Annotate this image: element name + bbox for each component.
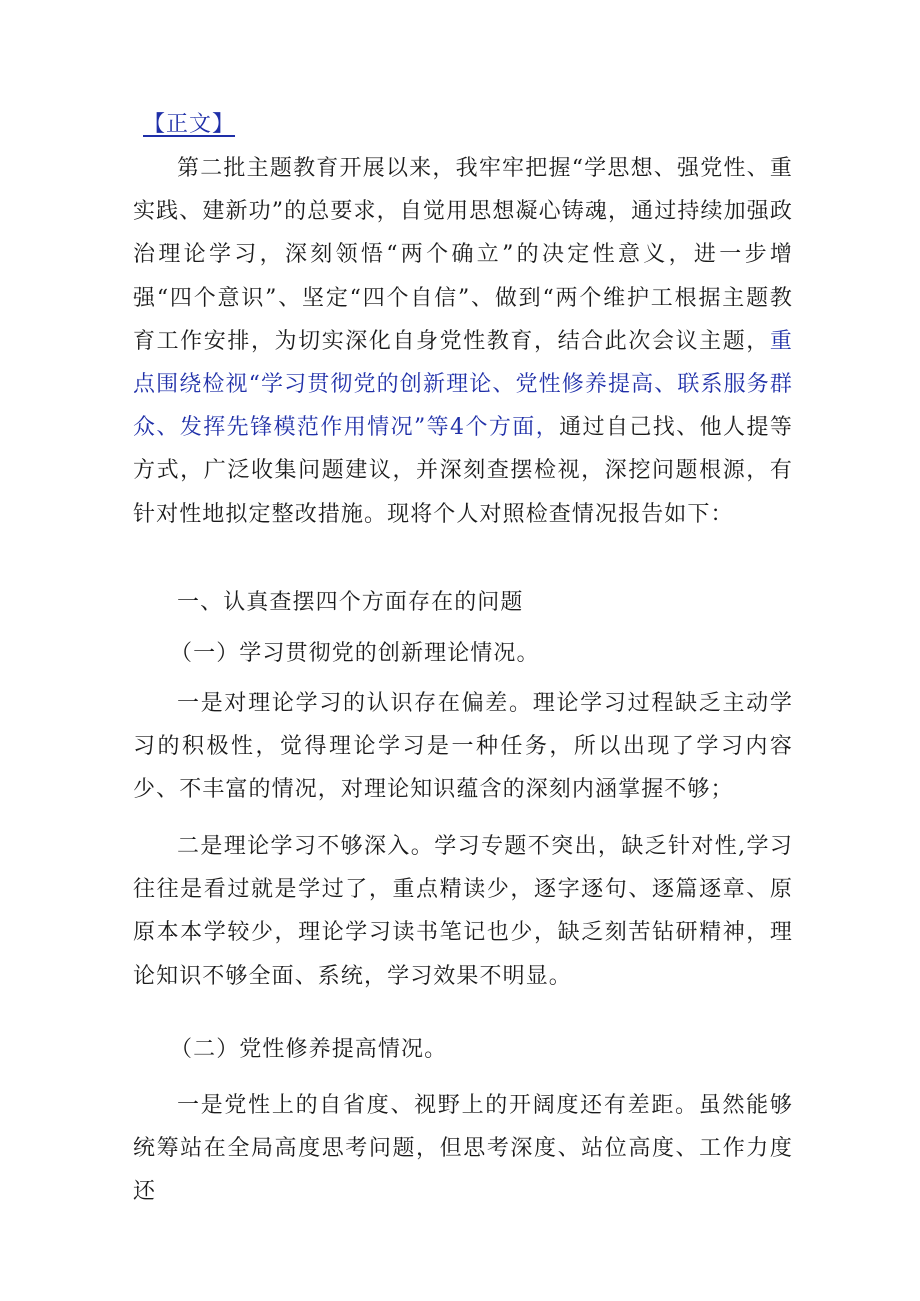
subsection-1-point-2: 二是理论学习不够深入。学习专题不突出，缺乏针对性,学习往往是看过就是学过了，重点精读少，逐字逐句、逐篇逐章、原原本本学较少，理论学习读书笔记也少，缺乏刻苦钻研精神，理论知识不够全面、系统，学习效果不明显。 (133, 834, 793, 989)
intro-text-part2: 通过自己找、他人提等方式，广泛收集问题建议，并深刻查摆检视，深挖问题根源，有针对性地拟定整改措施。现将个人对照检查情况报告如下： (133, 415, 793, 527)
intro-highlight-text: 重点围绕检视“学习贯彻党的创新理论、党性修养提高、联系服务群众、发挥先锋模范作用情况”等4个方面， (133, 328, 793, 441)
subsection-2-title: （二）党性修养提高情况。 (170, 1037, 448, 1062)
subsection-1-title: （一）学习贯彻党的创新理论情况。 (170, 641, 540, 666)
subsection-2-point-1: 一是党性上的自省度、视野上的开阔度还有差距。虽然能够统筹站在全局高度思考问题，但思考深度、站位高度、工作力度还 (133, 1093, 793, 1205)
subsection-1-point-1: 一是对理论学习的认识存在偏差。理论学习过程缺乏主动学习的积极性，觉得理论学习是一种任务，所以出现了学习内容少、不丰富的情况，对理论知识蕴含的深刻内涵掌握不够； (133, 691, 793, 803)
section-tag: 【正文】 (143, 112, 236, 137)
intro-paragraph (133, 147, 793, 536)
section-1-title: 一、认真查摆四个方面存在的问题 (177, 590, 524, 615)
intro-text-part1: 第二批主题教育开展以来，我牢牢把握“学思想、强党性、重实践、建新功”的总要求，自觉用思想凝心铸魂，通过持续加强政治理论学习，深刻领悟“两个确立”的决定性意义，进一步增强“四个意识”、坚定“四个自信”、做到“两个维护工根据主题教育工作安排，为切实深化自身党性教育，结合此次会议主题， (133, 156, 793, 354)
